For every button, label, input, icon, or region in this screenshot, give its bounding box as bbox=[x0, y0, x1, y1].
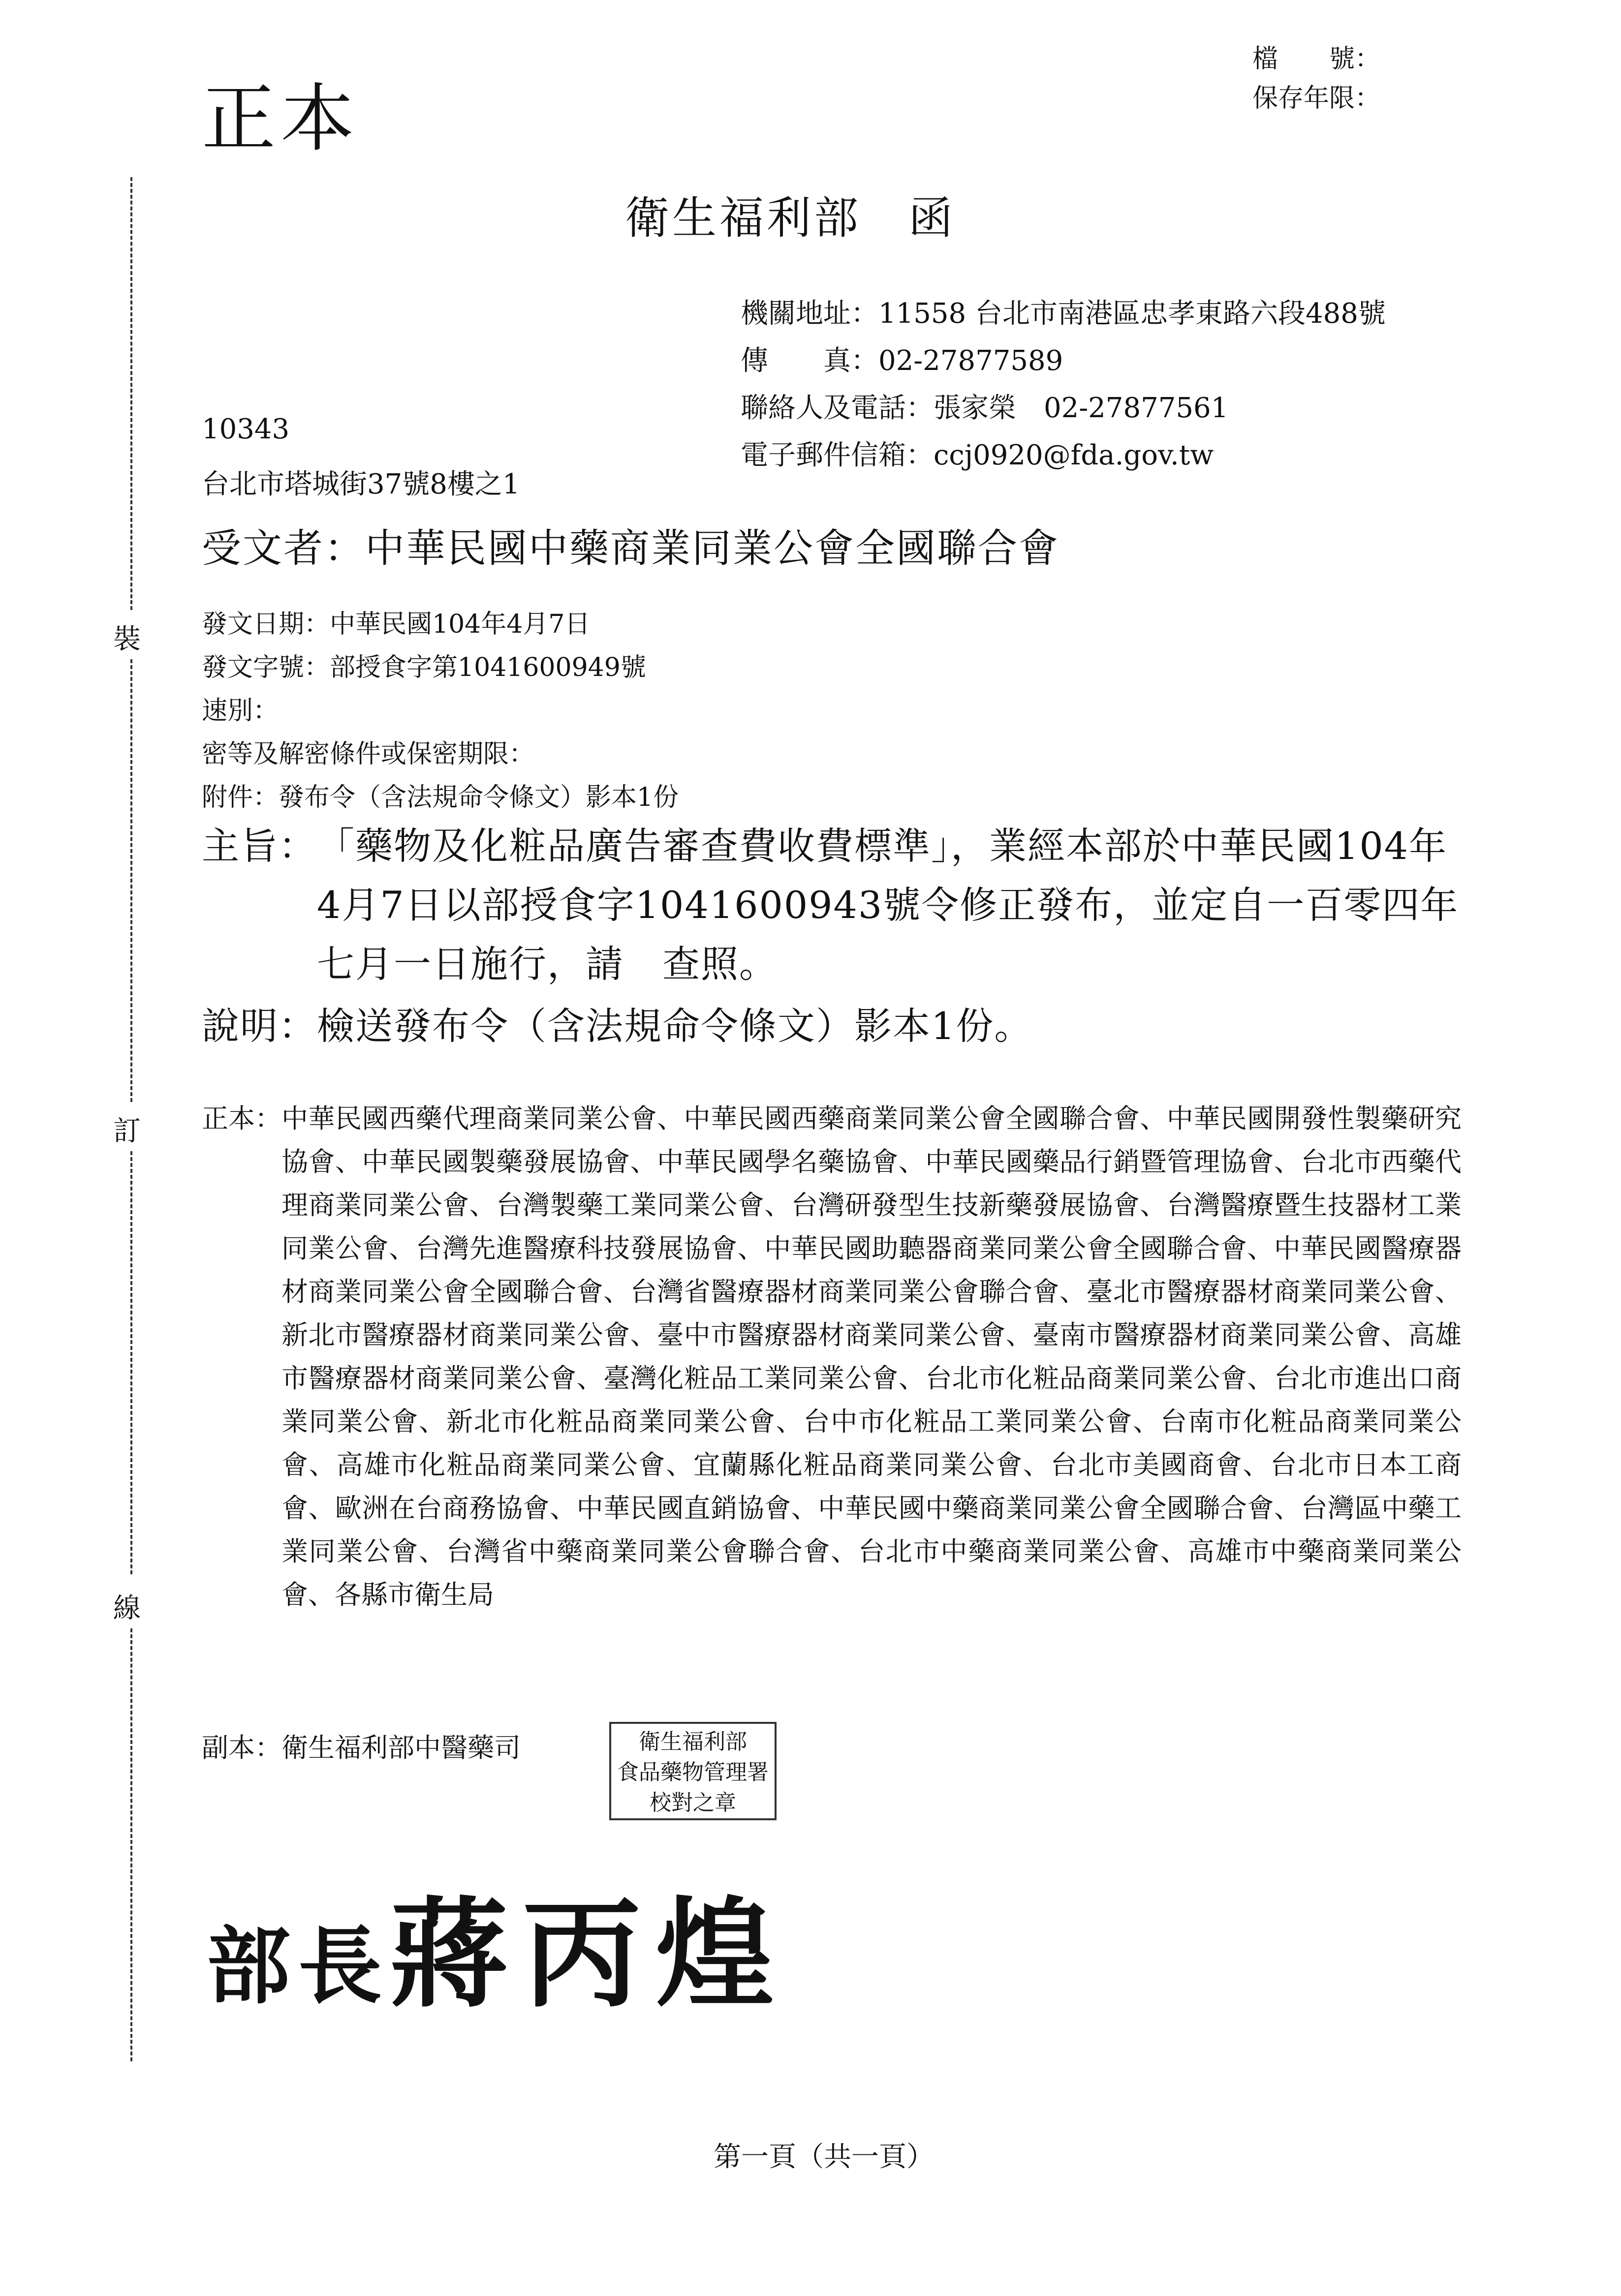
binding-line-middle bbox=[130, 659, 132, 1102]
binding-line-bottom bbox=[130, 1628, 132, 2061]
distribution-list bbox=[202, 1097, 1462, 1617]
org-fax: 傳 真：02-27877589 bbox=[741, 345, 1063, 377]
recipient-zip: 10343 bbox=[202, 413, 290, 445]
seal-line-2: 食品藥物管理署 bbox=[617, 1760, 769, 1785]
description: 說明：檢送發布令（含法規命令條文）影本1份。 bbox=[202, 1004, 1033, 1048]
attachment: 附件：發布令（含法規命令條文）影本1份 bbox=[202, 783, 679, 812]
org-contact: 聯絡人及電話：張家榮 02-27877561 bbox=[741, 392, 1229, 424]
org-email: 電子郵件信箱：ccj0920@fda.gov.tw bbox=[741, 439, 1214, 471]
signature-title: 部長 bbox=[207, 1917, 390, 2016]
copy-mark: 正本 bbox=[202, 76, 360, 162]
secrecy: 密等及解密條件或保密期限： bbox=[202, 739, 535, 769]
issue-date: 發文日期：中華民國104年4月7日 bbox=[202, 610, 591, 639]
page-number: 第一頁（共一頁） bbox=[714, 2141, 934, 2173]
binding-line-top bbox=[130, 177, 132, 610]
org-address: 機關地址：11558 台北市南港區忠孝東路六段488號 bbox=[741, 298, 1386, 330]
document-title: 衛生福利部 函 bbox=[625, 192, 956, 244]
cc-list: 中華民國西藥代理商業同業公會、中華民國西藥商業同業公會全國聯合會、中華民國開發性製藥研究協會、中華民國製藥發展協會、中華民國學名藥協會、中華民國藥品行銷暨管理協會、台北市西藥代理商業同業公會、台灣製藥工業同業公會、台灣研發型生技新藥發展協會、台灣醫療暨生技器材工業同業公會、台灣先進醫療科技發展協會、中華民國助聽器商業同業公會全國聯合會、中華民國醫療器材商業同業公會全國聯合會、台灣省醫療器材商業同業公會聯合會、臺北市醫療器材商業同業公會、新北市醫療器材商業同業公會、臺中市醫療器材商業同業公會、臺南市醫療器材商業同業公會、高雄市醫療器材商業同業公會、臺灣化粧品工業同業公會、台北市化粧品商業同業公會、台北市進出口商業同業公會、新北市化粧品商業同業公會、台中市化粧品工業同業公會、台南市化粧品商業同業公會、高雄市化粧品商業同業公會、宜蘭縣化粧品商業同業公會、台北市美國商會、台北市日本工商會、歐洲在台商務協會、中華民國直銷協會、中華民國中藥商業同業公會全國聯合會、台灣區中藥工業同業公會、台灣省中藥商業同業公會聯合會、台北市中藥商業同業公會、高雄市中藥商業同業公會、各縣市衛生局 bbox=[281, 1103, 1462, 1610]
recipient-address: 台北市塔城街37號8樓之1 bbox=[202, 468, 520, 500]
subject bbox=[202, 817, 1462, 994]
seal-line-1: 衛生福利部 bbox=[639, 1729, 747, 1754]
seal-line-3: 校對之章 bbox=[650, 1790, 736, 1815]
binding-mark-zhuang: 裝 bbox=[113, 623, 141, 655]
subject-label: 主旨： bbox=[202, 824, 317, 868]
binding-mark-ding: 訂 bbox=[113, 1115, 141, 1147]
subject-text: 「藥物及化粧品廣告審查費收費標準」，業經本部於中華民國104年4月7日以部授食字1041600943號令修正發布，並定自一百零四年七月一日施行，請 查照。 bbox=[317, 824, 1459, 986]
recipient: 受文者：中華民國中藥商業同業公會全國聯合會 bbox=[202, 525, 1060, 571]
proofreading-seal bbox=[609, 1722, 777, 1820]
document-meta bbox=[202, 603, 679, 819]
organization-info bbox=[741, 290, 1386, 479]
copies: 副本：衛生福利部中醫藥司 bbox=[202, 1732, 521, 1763]
binding-line-lower bbox=[130, 1151, 132, 1574]
binding-mark-xian: 線 bbox=[113, 1592, 141, 1624]
file-number-label: 檔 號： bbox=[1252, 44, 1381, 74]
file-meta bbox=[1252, 39, 1380, 118]
document-number: 發文字號：部授食字第1041600949號 bbox=[202, 653, 646, 682]
speed: 速別： bbox=[202, 696, 279, 726]
cc-label: 正本： bbox=[202, 1103, 281, 1134]
minister-signature bbox=[207, 1860, 788, 2029]
signature-name: 蔣丙煌 bbox=[390, 1885, 789, 2023]
retention-label: 保存年限： bbox=[1252, 84, 1381, 113]
